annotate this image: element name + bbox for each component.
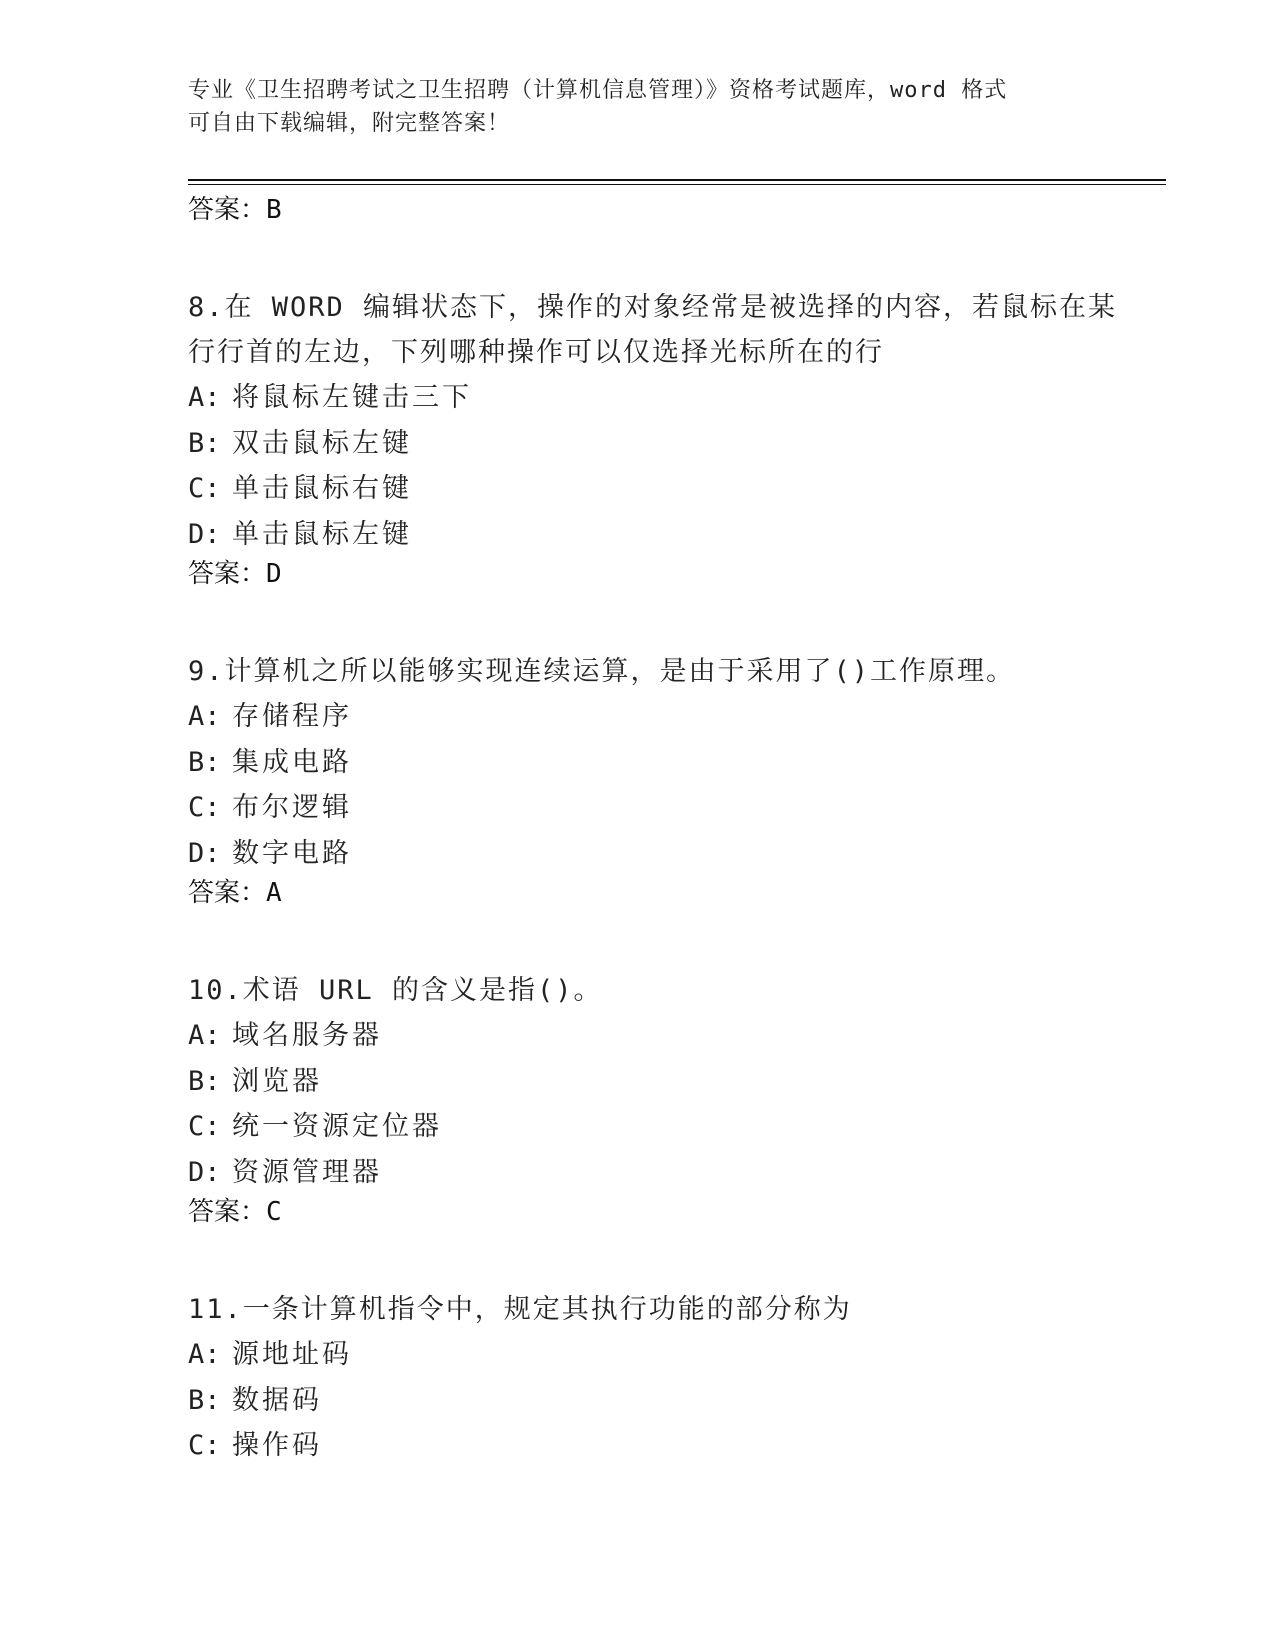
option-text: 数字电路 bbox=[232, 837, 352, 869]
option-key: C: bbox=[188, 473, 221, 504]
answer-label: 答案： bbox=[188, 1197, 267, 1227]
option-b bbox=[188, 1378, 1138, 1424]
option-c bbox=[188, 466, 1138, 512]
header-divider-thin bbox=[188, 184, 1166, 185]
spacer bbox=[188, 1229, 1138, 1287]
answer-value: B bbox=[266, 195, 282, 225]
answer-value: D bbox=[266, 559, 282, 589]
option-key: D: bbox=[188, 518, 221, 550]
question-list bbox=[188, 193, 1138, 1469]
option-text: 资源管理器 bbox=[232, 1156, 382, 1188]
option-key: A: bbox=[188, 701, 221, 732]
option-text: 将鼠标左键击三下 bbox=[232, 382, 472, 413]
question-item bbox=[188, 1287, 1138, 1469]
answer-line bbox=[188, 876, 1138, 910]
option-text: 双击鼠标左键 bbox=[232, 427, 412, 459]
option-d bbox=[188, 831, 1138, 877]
option-text: 布尔逻辑 bbox=[232, 792, 352, 823]
option-key: C: bbox=[188, 1430, 221, 1461]
question-stem: 11.一条计算机指令中，规定其执行功能的部分称为 bbox=[188, 1294, 852, 1325]
option-b bbox=[188, 421, 1138, 467]
answer-line bbox=[188, 557, 1138, 591]
option-b bbox=[188, 740, 1138, 786]
option-a bbox=[188, 375, 1138, 421]
spacer bbox=[188, 910, 1138, 968]
header-title-line-1: 专业《卫生招聘考试之卫生招聘（计算机信息管理）》资格考试题库，word 格式 bbox=[188, 78, 1008, 103]
option-c bbox=[188, 1104, 1138, 1150]
answer-label: 答案： bbox=[188, 878, 267, 908]
option-text: 域名服务器 bbox=[232, 1020, 382, 1051]
document-header bbox=[188, 74, 1088, 140]
option-text: 统一资源定位器 bbox=[232, 1111, 442, 1142]
answer-line bbox=[188, 193, 1138, 227]
option-text: 集成电路 bbox=[232, 746, 352, 778]
option-text: 单击鼠标右键 bbox=[232, 473, 412, 504]
option-c bbox=[188, 1423, 1138, 1469]
option-c bbox=[188, 785, 1138, 831]
question-stem: 8.在 WORD 编辑状态下，操作的对象经常是被选择的内容，若鼠标在某行行首的左边，下列哪种操作可以仅选择光标所在的行 bbox=[188, 292, 1118, 368]
question-item bbox=[188, 649, 1138, 910]
option-a bbox=[188, 1013, 1138, 1059]
option-text: 存储程序 bbox=[232, 701, 352, 732]
option-d bbox=[188, 1150, 1138, 1196]
option-d bbox=[188, 512, 1138, 558]
question-stem: 10.术语 URL 的含义是指()。 bbox=[188, 975, 603, 1006]
question-stem: 9.计算机之所以能够实现连续运算，是由于采用了()工作原理。 bbox=[188, 656, 1016, 687]
answer-value: A bbox=[266, 878, 282, 908]
header-divider-thick bbox=[188, 179, 1166, 181]
spacer bbox=[188, 591, 1138, 649]
option-key: A: bbox=[188, 382, 221, 413]
question-item bbox=[188, 285, 1138, 591]
answer-label: 答案： bbox=[188, 195, 267, 225]
option-text: 操作码 bbox=[232, 1430, 322, 1461]
option-key: A: bbox=[188, 1339, 221, 1370]
option-key: A: bbox=[188, 1020, 221, 1051]
option-key: B: bbox=[188, 1384, 221, 1416]
option-text: 数据码 bbox=[232, 1384, 322, 1416]
option-key: D: bbox=[188, 837, 221, 869]
option-text: 单击鼠标左键 bbox=[232, 518, 412, 550]
answer-line bbox=[188, 1195, 1138, 1229]
option-key: C: bbox=[188, 792, 221, 823]
spacer bbox=[188, 227, 1138, 285]
option-key: B: bbox=[188, 427, 221, 459]
option-key: B: bbox=[188, 1065, 221, 1097]
option-a bbox=[188, 1332, 1138, 1378]
option-b bbox=[188, 1059, 1138, 1105]
answer-value: C bbox=[266, 1197, 282, 1227]
option-key: B: bbox=[188, 746, 221, 778]
option-a bbox=[188, 694, 1138, 740]
option-text: 浏览器 bbox=[232, 1065, 322, 1097]
option-key: C: bbox=[188, 1111, 221, 1142]
option-text: 源地址码 bbox=[232, 1339, 352, 1370]
header-title-line-2: 可自由下载编辑，附完整答案！ bbox=[188, 111, 511, 136]
answer-label: 答案： bbox=[188, 559, 267, 589]
question-item bbox=[188, 968, 1138, 1229]
option-key: D: bbox=[188, 1156, 221, 1188]
